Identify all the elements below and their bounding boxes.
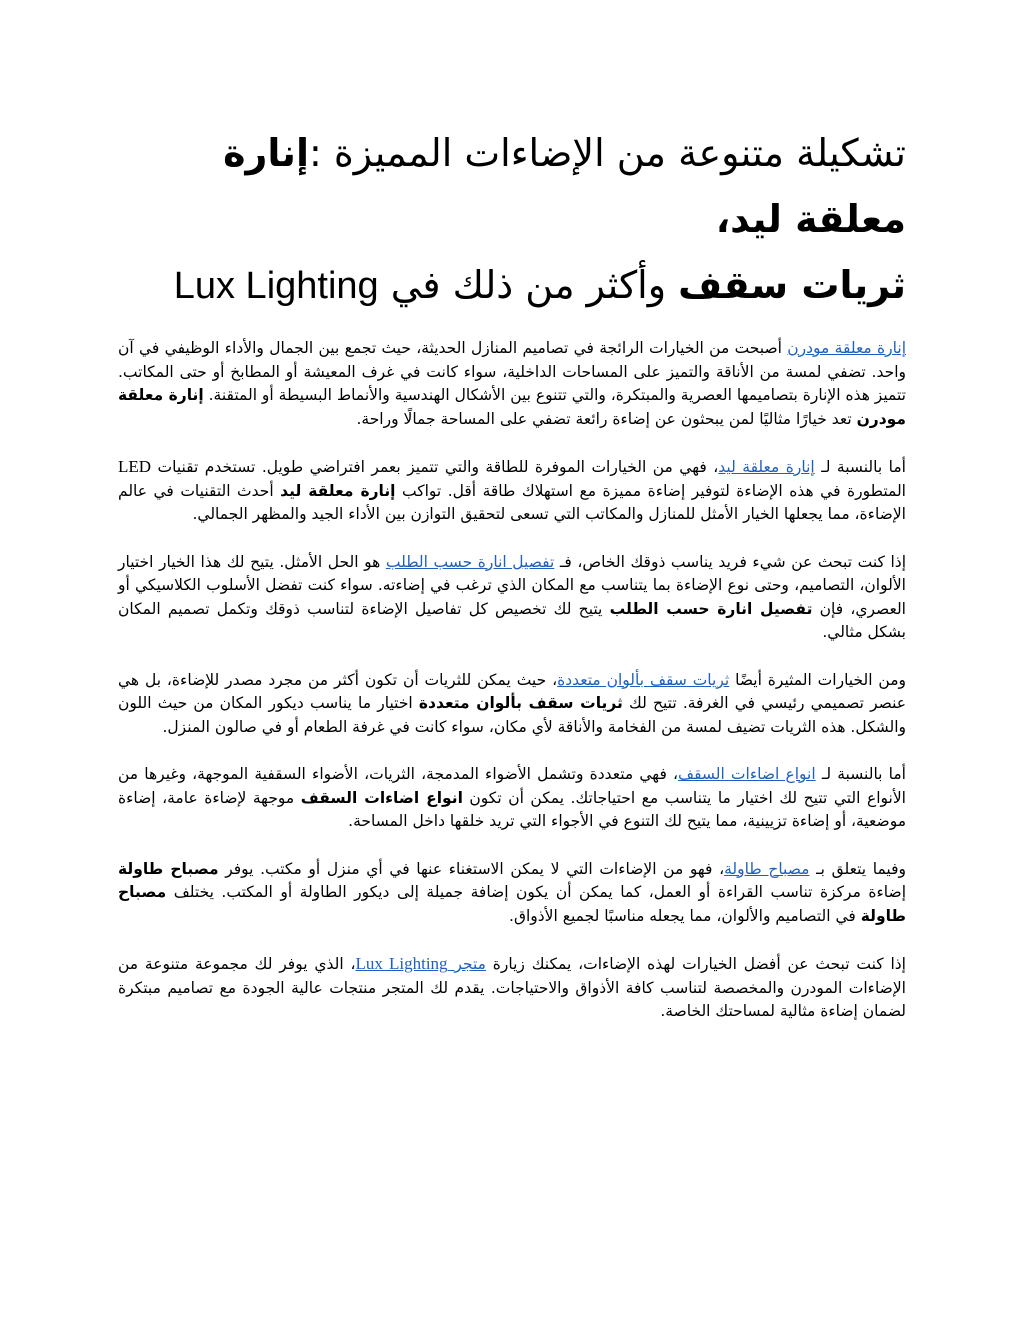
page-title [118, 120, 906, 319]
paragraph-color-chandeliers [118, 669, 906, 740]
paragraph-text: ، فهي متعددة وتشمل الأضواء المدمجة، الثريات، الأضواء السقفية الموجهة، وغيرها من الأنواع التي تتيح لك اختيار ما يتناسب مع احتياجاتك. يمكن أن تكون [118, 765, 906, 807]
paragraph-ceiling-types [118, 763, 906, 834]
title-line2-bold: ثريات سقف [678, 263, 906, 307]
paragraph-text: وفيما يتعلق بـ [809, 859, 906, 878]
paragraph-text: أحدث التقنيات في عالم الإضاءة، مما يجعلها الخيار الأمثل للمنازل والمكاتب التي تسعى لتحقيق التوازن بين الأداء الجيد والمظهر الجمالي. [118, 481, 906, 523]
link-store-brand: Lux Lighting [355, 954, 448, 973]
title-line2-text: وأكثر من ذلك في [378, 263, 679, 307]
paragraph-custom-lighting [118, 551, 906, 645]
link-store-ar: متجر [454, 955, 486, 973]
paragraph-text: ، فهي من الخيارات الموفرة للطاقة والتي تتميز بعمر افتراضي طويل. تستخدم تقنيات [151, 458, 719, 476]
paragraph-text: المتطورة في هذه الإضاءة لتوفير إضاءة مميزة مع استهلاك طاقة أقل. تواكب [395, 481, 906, 500]
document-page [118, 120, 906, 1048]
paragraph-text: إذا كنت تبحث عن شيء فريد يناسب ذوقك الخاص، فـ [554, 552, 907, 571]
led-term: LED [118, 457, 152, 476]
link-color-chandeliers[interactable]: ثريات سقف بألوان متعددة [557, 670, 730, 689]
paragraph-text: إضاءة مركزة تناسب القراءة أو العمل، كما يمكن أن يكون إضافة جميلة إلى ديكور الطاولة أو المكتب. يختلف [166, 883, 906, 901]
paragraph-text: ، الذي يوفر لك مجموعة متنوعة من الإضاءات المودرن والمخصصة لتناسب كافة الأذواق والاحتياجات. يقدم لك المتجر منتجات عالية الجودة مع تصاميم مبتكرة لضمان إضاءة مثالية لمساحتك الخاصة. [118, 955, 906, 1020]
bold-term: مصباح طاولة [118, 859, 219, 878]
paragraph-text: أصبحت من الخيارات الرائجة في تصاميم المنازل الحديثة، حيث تجمع بين الجمال والأداء الوظيفي في آن واحد. تضفي لمسة من الأناقة والتميز على المساحات الداخلية، سواء كانت في غرف المعيشة أو المطابخ أو حتى المكاتب. تتميز هذه الإنارة بتصاميمها العصرية والمبتكرة، والتي تتنوع بين الأشكال الهندسية والأنماط البسيطة أو المتقنة. [118, 339, 906, 404]
paragraph-text: في التصاميم والألوان، مما يجعله مناسبًا لجميع الأذواق. [509, 906, 861, 925]
paragraph-text: إذا كنت تبحث عن أفضل الخيارات لهذه الإضاءات، يمكنك زيارة [485, 955, 906, 973]
paragraph-text: ، فهو من الإضاءات التي لا يمكن الاستغناء عنها في أي منزل أو مكتب. يوفر [218, 859, 725, 878]
title-brand: Lux Lighting [173, 265, 379, 307]
link-modern-pendant[interactable]: إنارة معلقة مودرن [787, 339, 906, 357]
paragraph-text: اختيار ما يناسب ديكور المكان من حيث اللون والشكل. هذه الثريات تضيف لمسة من الفخامة والأناقة لأي مكان، سواء كانت في غرفة الطعام أو في صالون المنزل. [118, 694, 906, 736]
paragraph-modern-pendant [118, 337, 906, 431]
paragraph-table-lamp [118, 858, 906, 929]
bold-term: إنارة معلقة ليد [280, 481, 396, 500]
bold-term: إنارة معلقة مودرن [118, 386, 906, 428]
link-store[interactable] [355, 955, 485, 973]
paragraph-text: أما بالنسبة لـ [815, 765, 906, 783]
link-table-lamp[interactable]: مصباح طاولة [724, 859, 810, 878]
paragraph-text: يتيح لك تخصيص كل تفاصيل الإضاءة لتناسب ذوقك وتكمل تصميم المكان بشكل مثالي. [118, 599, 906, 641]
paragraph-text: ومن الخيارات المثيرة أيضًا [729, 670, 906, 689]
paragraph-text: تعد خيارًا مثاليًا لمن يبحثون عن إضاءة رائعة تضفي على المساحة جمالًا وراحة. [356, 409, 857, 428]
title-line1-bold: إنارة معلقة ليد، [223, 131, 906, 241]
paragraph-store [118, 952, 906, 1024]
link-custom-lighting[interactable]: تفصيل انارة حسب الطلب [385, 552, 555, 571]
bold-term: ثريات سقف بألوان متعددة [418, 694, 623, 712]
link-led-pendant[interactable]: إنارة معلقة ليد [718, 458, 815, 476]
paragraph-text: هو الحل الأمثل. يتيح لك هذا الخيار اختيار الألوان، التصاميم، وحتى نوع الإضاءة بما يتناسب مع المكان الذي ترغب في إضاءته. سواء كنت تفضل الأسلوب الكلاسيكي أو العصري، فإن [118, 552, 906, 618]
paragraph-text: ، حيث يمكن للثريات أن تكون أكثر من مجرد مصدر للإضاءة، بل هي عنصر تصميمي رئيسي في الغرفة. تتيح لك [118, 670, 906, 712]
title-line1-text: تشكيلة متنوعة من الإضاءات المميزة : [308, 131, 906, 175]
paragraph-text: موجهة لإضاءة عامة، إضاءة موضعية، أو إضاءة تزيينية، مما يتيح لك التنوع في الأجواء التي تريد خلقها داخل المساحة. [118, 788, 906, 830]
paragraph-text: أما بالنسبة لـ [814, 458, 906, 476]
paragraph-led-pendant [118, 455, 906, 527]
bold-term: مصباح طاولة [118, 883, 906, 925]
bold-term: انواع اضاءات السقف [300, 788, 463, 807]
link-ceiling-types[interactable]: انواع اضاءات السقف [678, 765, 816, 783]
bold-term: تفصيل انارة حسب الطلب [609, 599, 813, 618]
